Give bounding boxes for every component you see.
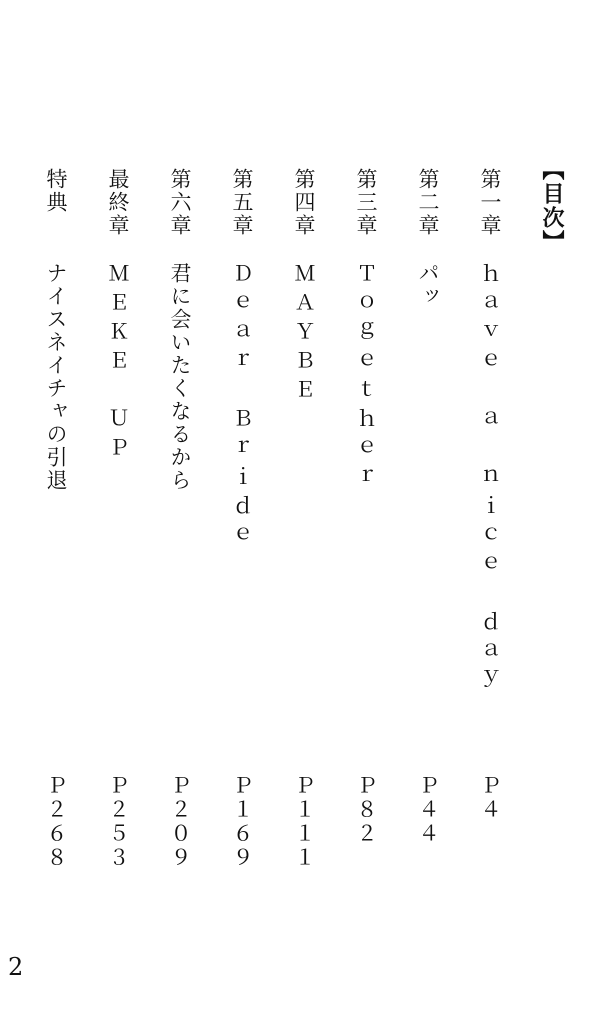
chapter-label: 第二章: [416, 168, 440, 237]
chapter-label: 特典: [44, 168, 68, 214]
toc-heading: 【目次】: [539, 158, 565, 254]
chapter-label: 第四章: [292, 168, 316, 237]
chapter-title: Ｔｏｇｅｔｈｅｒ: [354, 262, 378, 494]
toc-entry-2: [412, 168, 444, 868]
toc-entry-8: [40, 168, 72, 868]
chapter-title: 君に会いたくなるから: [168, 262, 192, 492]
page-reference: Ｐ４: [478, 774, 502, 822]
chapter-title: ＭＡＹＢＥ: [292, 262, 316, 407]
toc-entry-4: [288, 168, 320, 868]
chapter-label: 第五章: [230, 168, 254, 237]
page-reference: Ｐ１６９: [230, 774, 254, 870]
toc-entry-7: [102, 168, 134, 868]
page-number: 2: [8, 953, 24, 981]
toc-entry-6: [164, 168, 196, 868]
chapter-label: 第一章: [478, 168, 502, 237]
page-reference: Ｐ４４: [416, 774, 440, 846]
page-reference: Ｐ２０９: [168, 774, 192, 870]
page-reference: Ｐ１１１: [292, 774, 316, 870]
toc-entry-5: [226, 168, 258, 868]
chapter-label: 第六章: [168, 168, 192, 237]
chapter-label: 最終章: [106, 168, 130, 237]
chapter-title: パッ: [416, 262, 440, 308]
toc-entry-3: [350, 168, 382, 868]
page-reference: Ｐ２６８: [44, 774, 68, 870]
page-reference: Ｐ２５３: [106, 774, 130, 870]
chapter-title: ｈａｖｅ ａ ｎｉｃｅ ｄａｙ: [478, 262, 502, 697]
chapter-label: 第三章: [354, 168, 378, 237]
toc-entry-1: [474, 168, 506, 868]
chapter-title: ＭＥＫＥ ＵＰ: [106, 262, 130, 465]
page-reference: Ｐ８２: [354, 774, 378, 846]
chapter-title: Ｄｅａｒ Ｂｒｉｄｅ: [230, 262, 254, 552]
chapter-title: ナイスネイチャの引退: [44, 262, 68, 492]
